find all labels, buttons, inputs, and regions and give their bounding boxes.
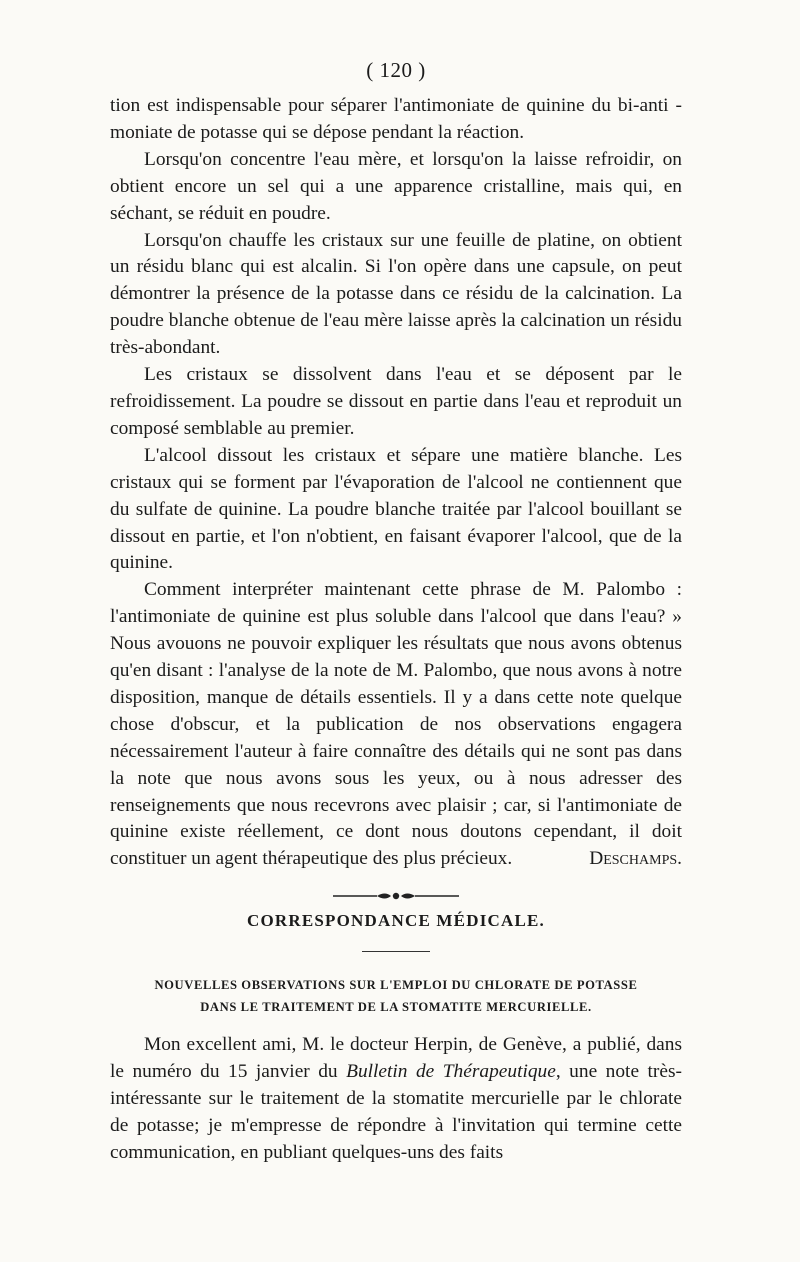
paragraph-3: Lorsqu'on chauffe les cristaux sur une feuille de platine, on obtient un résidu blanc qui est alcalin. Si l'on opère dans une capsule, on peut démontrer la présence de la potasse dans ce résidu de la calcination. La poudre blanche obtenue de l'eau mère laisse après la calcination un résidu très-abondant. [110,229,682,359]
final-paragraph-part-1: Mon excellent ami, M. le docteur Herpin, de Genève, a publié, dans le numéro du 15 janvier du [110,1034,682,1083]
paragraph-4: Les cristaux se dissolvent dans l'eau et se déposent par le refroidissement. La poudre se dissout en partie dans l'eau et reproduit un composé semblable au premier. [110,364,682,439]
final-paragraph-part-2: , une note très-intéressante sur le traitement de la stomatite mercurielle par le chlorate de potasse; je m'empresse de répondre à l'invitation qui termine cette communication, en publiant quelques-uns des faits [110,1061,682,1163]
page [110,58,682,1167]
section-title: CORRESPONDANCE MÉDICALE. [247,911,545,931]
author-signature: Deschamps. [589,848,682,870]
section-rule [362,951,430,952]
article-title [110,974,682,1018]
ornament-divider [331,889,461,903]
paragraph-5: L'alcool dissout les cristaux et sépare une matière blanche. Les cristaux qui se forment par l'évaporation de l'alcool ne contiennent que du sulfate de quinine. La poudre blanche traitée par l'alcool bouillant se dissout en partie, et l'on n'obtient, en faisant évaporer l'alcool, que de la quinine. [110,444,682,574]
final-paragraph [110,1032,682,1167]
page-number: ( 120 ) [366,58,426,82]
article-title-line-2: DANS LE TRAITEMENT DE LA STOMATITE MERCURIELLE. [200,1000,592,1015]
journal-title: Bulletin de Thérapeutique [346,1061,556,1083]
paragraph-6 [110,577,682,873]
paragraph-1: tion est indispensable pour séparer l'antimoniate de quinine du bi-anti - moniate de potasse qui se dépose pendant la réaction. [110,95,682,143]
paragraph-2: Lorsqu'on concentre l'eau mère, et lorsqu'on la laisse refroidir, on obtient encore un sel qui a une apparence cristalline, mais qui, en séchant, se réduit en poudre. [110,148,682,224]
paragraph-6-text: Comment interpréter maintenant cette phrase de M. Palombo : l'antimoniate de quinine est plus soluble dans l'alcool que dans l'eau? » Nous avouons ne pouvoir expliquer les résultats que nous avons obtenus qu'en disant : l'analyse de la note de M. Palombo, que nous avons à notre disposition, manque de détails essentiels. Il y a dans cette note quelque chose d'obscur, et la publication de nos observations engagera nécessairement l'auteur à faire connaître des détails qui ne sont pas dans la note que nous avons sous les yeux, ou à nous adresser des renseignements que nous recevrons avec plaisir ; car, si l'antimoniate de quinine existe réellement, ce dont nous doutons cependant, il doit constituer un agent thérapeutique des plus précieux. [110,579,682,870]
article-title-line-1: NOUVELLES OBSERVATIONS SUR L'EMPLOI DU CHLORATE DE POTASSE [154,978,638,993]
